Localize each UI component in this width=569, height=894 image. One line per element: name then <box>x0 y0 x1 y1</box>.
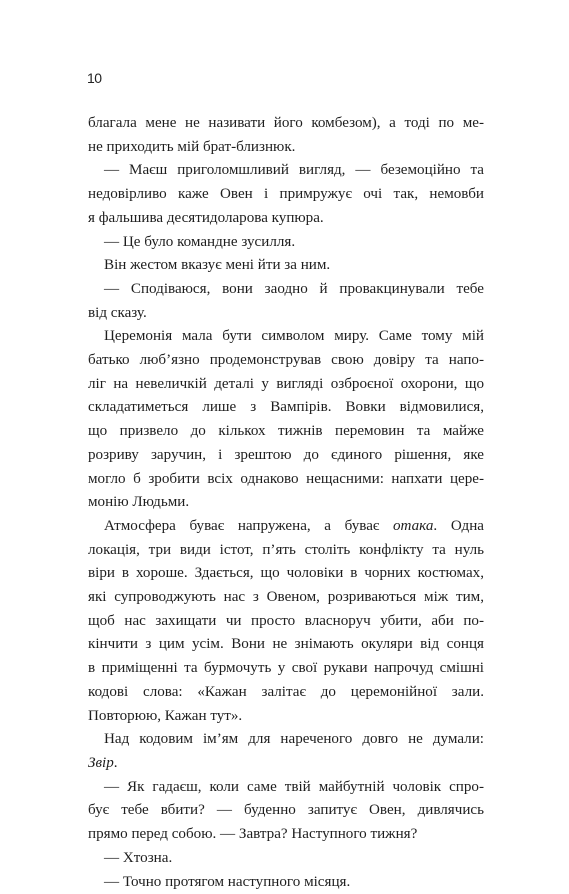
text-line: в приміщенні та бурмочуть у свої рукави напрочуд смішні <box>88 657 484 681</box>
text-line: — Це було командне зусилля. <box>88 231 484 255</box>
text-line: — Як гадаєш, коли саме твій майбутній чоловік спро- <box>88 776 484 800</box>
text-line: ліг на невеличкій деталі у вигляді озброєної охорони, що <box>88 373 484 397</box>
text-line <box>88 515 484 539</box>
text-line: кодові слова: «Кажан залітає до церемонійної зали. <box>88 681 484 705</box>
text-line: кінчити з цим усім. Вони не знімають окуляри від сонця <box>88 633 484 657</box>
text-line: розриву заручин, і зрештою до єдиного рішення, яке <box>88 444 484 468</box>
text-line: Церемонія мала бути символом миру. Саме тому мій <box>88 325 484 349</box>
page-number: 10 <box>87 70 102 86</box>
text-line: бує тебе вбити? — буденно запитує Овен, дивлячись <box>88 799 484 823</box>
emphasis-text: Звір <box>88 755 114 771</box>
text-line: щоб нас захищати чи просто власноруч убити, аби по- <box>88 610 484 634</box>
text-line: недовірливо каже Овен і примружує очі так, немовби <box>88 183 484 207</box>
text-line: — Точно протягом наступного місяця. <box>88 871 484 894</box>
emphasis-text: отака <box>393 518 433 534</box>
body-text <box>88 112 484 894</box>
text-line: благала мене не називати його комбезом), а тоді по ме- <box>88 112 484 136</box>
text-line: могло б зробити всіх однаково нещасними: напхати цере- <box>88 468 484 492</box>
text-line: складатиметься лише з Вампірів. Вовки відмовилися, <box>88 396 484 420</box>
text-line: — Сподіваюся, вони заодно й провакцинували тебе <box>88 278 484 302</box>
text-line: я фальшива десятидоларова купюра. <box>88 207 484 231</box>
text-line: прямо перед собою. — Завтра? Наступного тижня? <box>88 823 484 847</box>
text-line: не приходить мій брат-близнюк. <box>88 136 484 160</box>
text-line: локація, три види істот, п’ять століть конфлікту та нуль <box>88 539 484 563</box>
text-line: від сказу. <box>88 302 484 326</box>
text-segment: Атмосфера буває напружена, а буває <box>104 518 393 534</box>
text-line: що призвело до кількох тижнів перемовин та майже <box>88 420 484 444</box>
text-line: батько люб’язно продемонстрував свою довіру та напо- <box>88 349 484 373</box>
text-line: Він жестом вказує мені йти за ним. <box>88 254 484 278</box>
text-line: — Хтозна. <box>88 847 484 871</box>
text-segment: . <box>114 755 118 771</box>
text-line: які супроводжують нас з Овеном, розриваються між тим, <box>88 586 484 610</box>
text-line: Повторюю, Кажан тут». <box>88 705 484 729</box>
text-line: Над кодовим ім’ям для нареченого довго не думали: <box>88 728 484 752</box>
text-segment: . Одна <box>433 518 484 534</box>
text-line: — Маєш приголомшливий вигляд, — беземоційно та <box>88 159 484 183</box>
text-line: монію Людьми. <box>88 491 484 515</box>
text-line: віри в хороше. Здається, що чоловіки в чорних костюмах, <box>88 562 484 586</box>
text-line <box>88 752 484 776</box>
